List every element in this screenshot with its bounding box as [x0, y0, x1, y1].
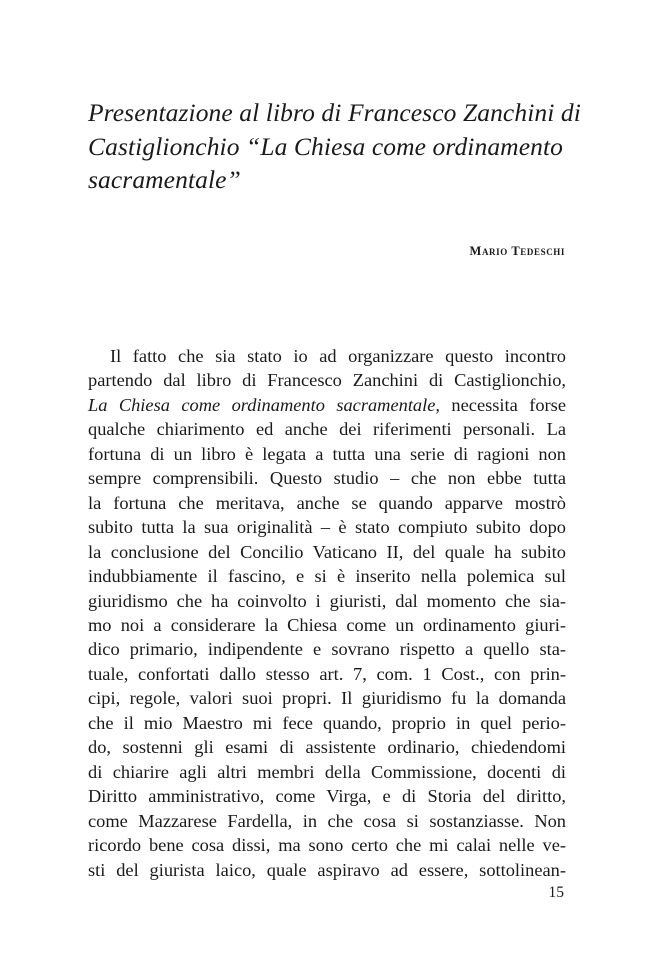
text-line: qualche chiarimento ed anche dei riferimenti personali. La — [88, 419, 566, 440]
text-line: ricordo bene cosa dissi, ma sono certo che mi calai nelle ve- — [88, 835, 566, 856]
text-line: Il fatto che sia stato io ad organizzare questo incontro — [110, 346, 566, 366]
text-line: subito tutta la sua originalità – è stato compiuto subito dopo — [88, 517, 566, 538]
book-title-italic: La Chiesa come ordinamento sacramentale, — [88, 394, 440, 415]
text-line: sti del giurista laico, quale aspiravo ad essere, sottolinean- — [88, 859, 566, 880]
text-line: dico primario, indipendente e sovrano rispetto a quello sta- — [88, 639, 566, 660]
text-line: mo noi a considerare la Chiesa come un ordinamento giuri- — [88, 614, 566, 635]
text-line: giuridismo che ha coinvolto i giuristi, dal momento che sia- — [88, 590, 566, 611]
text-line: partendo dal libro di Francesco Zanchini di Castiglionchio, — [88, 370, 566, 391]
text-line: fortuna di un libro è legata a tutta una serie di ragioni non — [88, 443, 566, 464]
chapter-title — [88, 96, 588, 197]
text-line: tuale, confortati dallo stesso art. 7, com. 1 Cost., con prin- — [88, 663, 566, 684]
text-line-rest: necessita forse — [440, 394, 566, 415]
text-line: Diritto amministrativo, come Virga, e di Storia del diritto, — [88, 786, 566, 807]
text-line: sempre comprensibili. Questo studio – che non ebbe tutta — [88, 468, 566, 489]
chapter-title-line-2: Castiglionchio “La Chiesa come ordinamento — [88, 131, 564, 161]
author-name: Mario Tedeschi — [469, 244, 565, 258]
chapter-title-line-3: sacramentale” — [88, 165, 241, 194]
body-paragraph — [88, 344, 566, 882]
text-line: come Mazzarese Fardella, in che cosa si sostanziasse. Non — [88, 810, 566, 831]
text-line: cipi, regole, valori suoi propri. Il giuridismo fu la domanda — [88, 688, 566, 709]
text-line: la fortuna che meritava, anche se quando apparve mostrò — [88, 492, 566, 513]
text-line-with-italic-title — [88, 393, 566, 417]
text-line: di chiarire agli altri membri della Commissione, docenti di — [88, 761, 566, 782]
text-line: la conclusione del Concilio Vaticano II, del quale ha subito — [88, 541, 566, 562]
text-line: che il mio Maestro mi fece quando, proprio in quel perio- — [88, 712, 566, 733]
chapter-title-line-1: Presentazione al libro di Francesco Zanchini di — [88, 98, 581, 127]
text-line: do, sostenni gli esami di assistente ordinario, chiedendomi — [88, 737, 566, 758]
page-number: 15 — [548, 884, 564, 901]
text-line: indubbiamente il fascino, e si è inserito nella polemica sul — [88, 566, 566, 587]
